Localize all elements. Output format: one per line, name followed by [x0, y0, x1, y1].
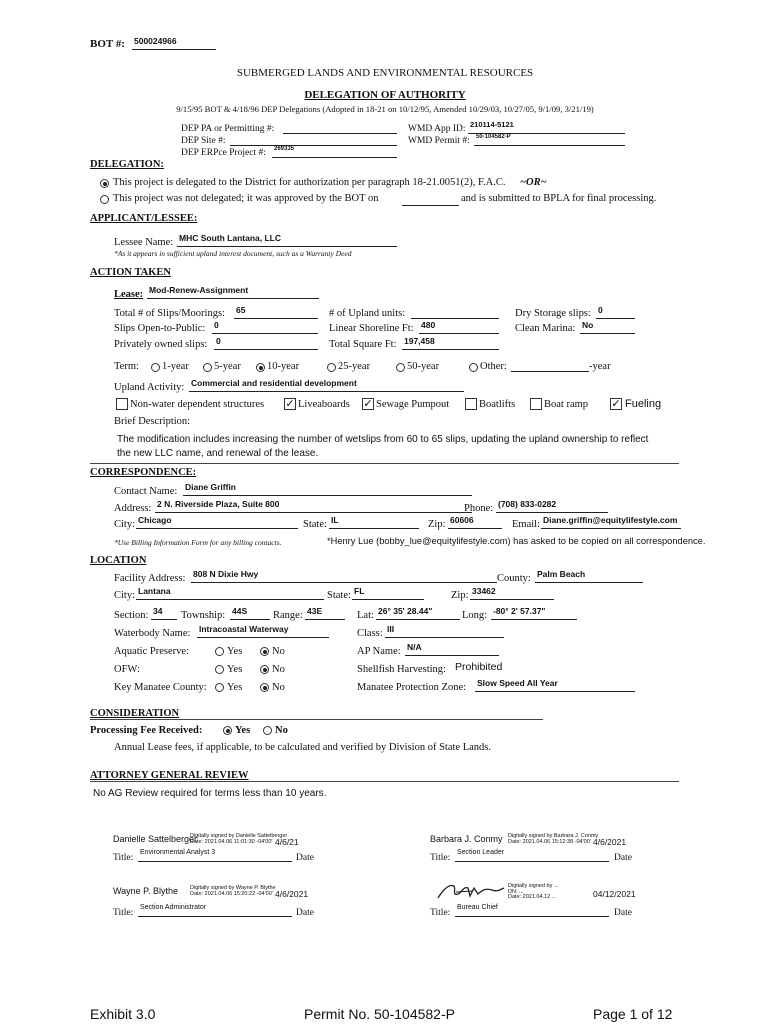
contact-name-field[interactable]: Diane Griffin — [183, 482, 472, 496]
ap-name-label: AP Name: — [357, 646, 401, 657]
signer-name: Barbara J. Conmy — [430, 834, 503, 844]
dep-erp-label: DEP ERPce Project #: — [181, 148, 266, 158]
term-10-year-radio[interactable] — [256, 363, 265, 372]
square-ft-field[interactable]: 197,458 — [402, 336, 499, 350]
signature-date: 4/6/2021 — [275, 889, 309, 899]
handwritten-signature-image — [436, 882, 506, 902]
ag-review-heading: ATTORNEY GENERAL REVIEW — [90, 770, 249, 781]
brief-description-line1: The modification includes increasing the number of wetslips from 60 to 65 slips, updating the upland ownership to reflect — [117, 434, 649, 445]
lease-type-field[interactable]: Mod-Renew-Assignment — [147, 285, 319, 299]
facility-address-field[interactable]: 808 N Dixie Hwy — [191, 569, 497, 583]
delegated-radio[interactable] — [100, 179, 109, 188]
digital-signature-stamp: Digitally signed by ... DN: ... Date: 2021.04.12 ... — [508, 883, 559, 900]
liveaboards-label: Liveaboards — [298, 399, 350, 410]
email-label: Email: — [512, 519, 540, 530]
footer-exhibit: Exhibit 3.0 — [90, 1006, 156, 1022]
dry-storage-label: Dry Storage slips: — [515, 308, 591, 319]
aquatic-yes-radio[interactable] — [215, 647, 224, 656]
manatee-county-no-label: No — [272, 682, 285, 693]
phone-field[interactable]: (708) 833-0282 — [496, 499, 608, 513]
signature-date: 04/12/2021 — [593, 889, 636, 899]
footer-page-number: Page 1 of 12 — [593, 1006, 673, 1022]
manatee-county-yes-radio[interactable] — [215, 683, 224, 692]
action-heading: ACTION TAKEN — [90, 267, 172, 278]
loc-state-field[interactable]: FL — [352, 586, 424, 600]
manatee-county-no-radio[interactable] — [260, 683, 269, 692]
lease-label: Lease: — [114, 289, 144, 300]
term-10-year-label: 10-year — [267, 361, 300, 372]
ap-name-field[interactable]: N/A — [405, 642, 499, 656]
delegated-option-label: This project is delegated to the District for authorization per paragraph 18-21.0051(2), F.A.C. — [113, 177, 506, 188]
class-field[interactable]: III — [385, 624, 504, 638]
open-public-field[interactable]: 0 — [212, 320, 318, 334]
aquatic-no-radio[interactable] — [260, 647, 269, 656]
bot-label: BOT #: — [90, 38, 125, 50]
loc-city-label: City: — [114, 590, 136, 601]
term-other-suffix: -year — [589, 361, 611, 372]
form-title: SUBMERGED LANDS AND ENVIRONMENTAL RESOURCES — [236, 67, 534, 79]
signature-date: 4/6/21 — [275, 837, 299, 847]
ofw-label: OFW: — [114, 664, 140, 675]
fee-no-label: No — [275, 725, 288, 736]
wmd-app-field[interactable]: 210114-5121 — [468, 120, 625, 134]
upland-activity-field[interactable]: Commercial and residential development — [189, 378, 464, 392]
waterbody-field[interactable]: Intracoastal Waterway — [197, 624, 329, 638]
term-1-year-radio[interactable] — [151, 363, 160, 372]
or-text: ~OR~ — [520, 177, 547, 188]
clean-marina-label: Clean Marina: — [515, 323, 576, 334]
address-label: Address: — [114, 503, 152, 514]
range-field[interactable]: 43E — [305, 606, 345, 620]
fee-yes-label: Yes — [235, 725, 251, 736]
consideration-heading: CONSIDERATION — [90, 708, 180, 719]
correspondence-heading: CORRESPONDENCE: — [90, 467, 197, 478]
open-public-label: Slips Open-to-Public: — [114, 323, 206, 334]
delegation-dates: 9/15/95 BOT & 4/18/96 DEP Delegations (Adopted in 18-21 on 10/12/95, Amended 10/29/03, 10/27/05, 9/1/09, 3/21/19) — [176, 104, 594, 114]
phone-label: Phone: — [464, 503, 494, 514]
contact-name-label: Contact Name: — [114, 486, 178, 497]
corr-zip-field[interactable]: 60606 — [448, 515, 502, 529]
manatee-zone-field[interactable]: Slow Speed All Year — [475, 678, 635, 692]
corr-state-field[interactable]: IL — [329, 515, 419, 529]
signer-title-label: Title: — [113, 908, 134, 918]
ag-review-note: No AG Review required for terms less than 10 years. — [93, 788, 327, 799]
term-25-year-radio[interactable] — [327, 363, 336, 372]
term-50-year-label: 50-year — [407, 361, 440, 372]
upland-units-field[interactable] — [411, 305, 499, 319]
signer-title-field[interactable]: Environmental Analyst 3 — [138, 848, 292, 862]
copy-note: *Henry Lue (bobby_lue@equitylifestyle.com) has asked to be copied on all correspondence. — [327, 536, 706, 546]
corr-city-field[interactable]: Chicago — [136, 515, 298, 529]
lessee-name-label: Lessee Name: — [114, 237, 174, 248]
signature-date-label: Date — [614, 908, 632, 918]
dep-erp-field[interactable]: 269335 — [272, 144, 397, 158]
fueling-label: Fueling — [625, 398, 662, 410]
loc-zip-field[interactable]: 33462 — [470, 586, 554, 600]
ofw-yes-radio[interactable] — [215, 665, 224, 674]
corr-state-label: State: — [303, 519, 327, 530]
non-water-structures-checkbox[interactable] — [116, 398, 128, 410]
boatlifts-checkbox[interactable] — [465, 398, 477, 410]
footer-permit-number: Permit No. 50-104582-P — [304, 1006, 455, 1022]
range-label: Range: — [273, 610, 303, 621]
signature-date-label: Date — [296, 853, 314, 863]
address-field[interactable]: 2 N. Riverside Plaza, Suite 800 — [155, 499, 472, 513]
bot-number-field[interactable]: 500024966 — [132, 36, 216, 50]
corr-city-label: City: — [114, 519, 136, 530]
delegation-heading: DELEGATION: — [90, 159, 164, 170]
signer-title-field[interactable]: Bureau Chief — [455, 903, 609, 917]
shoreline-label: Linear Shoreline Ft: — [329, 323, 414, 334]
township-field[interactable]: 44S — [230, 606, 270, 620]
sewage-pumpout-checkbox[interactable]: ✓ — [363, 397, 373, 410]
annual-lease-note: Annual Lease fees, if applicable, to be calculated and verified by Division of State Lands. — [114, 742, 491, 753]
digital-signature-stamp: Digitally signed by Wayne P. Blythe Date: 2021.04.06 15:20:22 -04'00' — [190, 885, 276, 897]
wmd-permit-label: WMD Permit #: — [408, 136, 470, 146]
ofw-yes-label: Yes — [227, 664, 243, 675]
non-water-structures-label: Non-water dependent structures — [130, 399, 265, 410]
fee-no-radio[interactable] — [263, 726, 272, 735]
term-label: Term: — [114, 361, 139, 372]
signer-title-label: Title: — [430, 908, 451, 918]
loc-state-label: State: — [327, 590, 351, 601]
upland-activity-label: Upland Activity: — [114, 382, 185, 393]
digital-signature-stamp: Digitally signed by Barbara J. Conmy Date: 2021.04.06 15:12:38 -04'00' — [508, 833, 599, 845]
signer-title-label: Title: — [430, 853, 451, 863]
divider — [90, 781, 679, 782]
section-field[interactable]: 34 — [151, 606, 177, 620]
lessee-name-field[interactable]: MHC South Lantana, LLC — [177, 233, 397, 247]
manatee-county-label: Key Manatee County: — [114, 682, 207, 693]
term-other-radio[interactable] — [469, 363, 478, 372]
lessee-name-note: *As it appears in sufficient upland interest document, such as a Warranty Deed — [114, 249, 352, 258]
signer-name: Wayne P. Blythe — [113, 886, 179, 896]
signature-date: 4/6/2021 — [593, 837, 627, 847]
county-label: County: — [497, 573, 531, 584]
term-5-year-label: 5-year — [214, 361, 241, 372]
clean-marina-field[interactable]: No — [580, 320, 635, 334]
total-slips-field[interactable]: 65 — [234, 305, 318, 319]
not-delegated-option-suffix: and is submitted to BPLA for final processing. — [461, 193, 657, 204]
divider — [90, 719, 543, 720]
aquatic-preserve-label: Aquatic Preserve: — [114, 646, 189, 657]
dep-site-label: DEP Site #: — [181, 136, 226, 146]
lat-label: Lat: — [357, 610, 374, 621]
aquatic-yes-label: Yes — [227, 646, 243, 657]
wmd-app-label: WMD App ID: — [408, 124, 466, 134]
dry-storage-field[interactable]: 0 — [596, 305, 635, 319]
aquatic-no-label: No — [272, 646, 285, 657]
email-field[interactable]: Diane.griffin@equitylifestyle.com — [541, 515, 681, 529]
brief-description-line2: the new LLC name, and renewal of the lease. — [117, 448, 319, 459]
class-label: Class: — [357, 628, 383, 639]
boat-ramp-label: Boat ramp — [544, 399, 589, 410]
brief-description-label: Brief Description: — [114, 416, 191, 427]
section-label: Section: — [114, 610, 149, 621]
not-delegated-option-label: This project was not delegated; it was approved by the BOT on — [113, 193, 379, 204]
ofw-no-label: No — [272, 664, 285, 675]
wmd-permit-field[interactable]: 50-104582-P — [474, 132, 625, 146]
upland-units-label: # of Upland units: — [329, 308, 406, 319]
term-50-year-radio[interactable] — [396, 363, 405, 372]
long-field[interactable]: -80° 2' 57.37" — [491, 606, 577, 620]
liveaboards-checkbox[interactable]: ✓ — [285, 397, 295, 410]
facility-address-label: Facility Address: — [114, 573, 186, 584]
term-25-year-label: 25-year — [338, 361, 371, 372]
fueling-checkbox[interactable]: ✓ — [611, 397, 621, 410]
ofw-no-radio[interactable] — [260, 665, 269, 674]
waterbody-label: Waterbody Name: — [114, 628, 191, 639]
manatee-zone-label: Manatee Protection Zone: — [357, 682, 467, 693]
private-slips-label: Privately owned slips: — [114, 339, 208, 350]
location-heading: LOCATION — [90, 555, 147, 566]
shoreline-field[interactable]: 480 — [419, 320, 499, 334]
signer-title-label: Title: — [113, 853, 134, 863]
boatlifts-label: Boatlifts — [479, 399, 516, 410]
signature-date-label: Date — [614, 853, 632, 863]
boat-ramp-checkbox[interactable] — [530, 398, 542, 410]
billing-note: *Use Billing Information Form for any billing contacts. — [114, 538, 282, 547]
loc-zip-label: Zip: — [451, 590, 469, 601]
signer-title-field[interactable]: Section Administrator — [138, 903, 292, 917]
digital-signature-stamp: Digitally signed by Danielle Sattelberger Date: 2021.04.06 11:01:30 -04'00' — [190, 833, 288, 845]
manatee-county-yes-label: Yes — [227, 682, 243, 693]
signer-name: Danielle Sattelberger — [113, 834, 198, 844]
county-field[interactable]: Palm Beach — [535, 569, 643, 583]
township-label: Township: — [181, 610, 226, 621]
long-label: Long: — [462, 610, 488, 621]
corr-zip-label: Zip: — [428, 519, 446, 530]
signature-date-label: Date — [296, 908, 314, 918]
bot-approval-date-field[interactable] — [402, 192, 459, 206]
fee-yes-radio[interactable] — [223, 726, 232, 735]
lat-field[interactable]: 26° 35' 28.44" — [376, 606, 460, 620]
applicant-heading: APPLICANT/LESSEE: — [90, 213, 198, 224]
square-ft-label: Total Square Ft: — [329, 339, 397, 350]
shellfish-value: Prohibited — [455, 661, 503, 673]
divider — [90, 463, 679, 464]
term-1-year-label: 1-year — [162, 361, 189, 372]
signer-title-field[interactable]: Section Leader — [455, 848, 609, 862]
form-subtitle: DELEGATION OF AUTHORITY — [304, 89, 466, 101]
sewage-pumpout-label: Sewage Pumpout — [376, 399, 450, 410]
loc-city-field[interactable]: Lantana — [136, 586, 324, 600]
total-slips-label: Total # of Slips/Moorings: — [114, 308, 225, 319]
term-other-field[interactable] — [511, 358, 589, 372]
term-other-label: Other: — [480, 361, 507, 372]
processing-fee-label: Processing Fee Received: — [90, 725, 203, 736]
term-5-year-radio[interactable] — [203, 363, 212, 372]
not-delegated-radio[interactable] — [100, 195, 109, 204]
dep-pa-label: DEP PA or Permitting #: — [181, 124, 275, 134]
private-slips-field[interactable]: 0 — [214, 336, 318, 350]
shellfish-label: Shellfish Harvesting: — [357, 664, 446, 675]
